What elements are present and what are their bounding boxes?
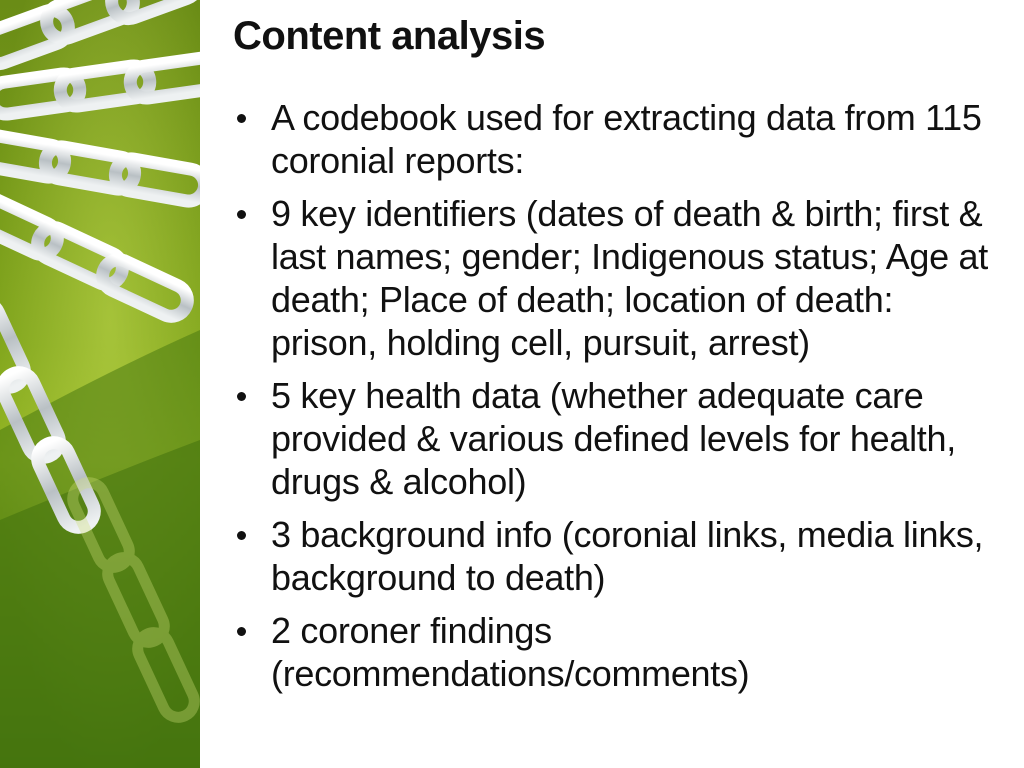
bullet-icon [237, 210, 246, 219]
bullet-text: 5 key health data (whether adequate care provided & various defined levels for health, drugs & alcohol) [271, 375, 956, 502]
bullet-text: 9 key identifiers (dates of death & birth; first & last names; gender; Indigenous status; Age at death; Place of death; location of death: prison, holding cell, pursuit, arrest) [271, 193, 988, 363]
bullet-icon [237, 531, 246, 540]
bullet-item [232, 192, 1002, 364]
bullet-text: 2 coroner findings (recommendations/comments) [271, 610, 750, 694]
bullet-icon [237, 392, 246, 401]
chain-sidebar-image [0, 0, 200, 768]
bullet-text: 3 background info (coronial links, media links, background to death) [271, 514, 984, 598]
bullet-item [232, 513, 1002, 599]
bullet-item [232, 609, 1002, 695]
bullet-icon [237, 627, 246, 636]
bullet-icon [237, 114, 246, 123]
bullet-text: A codebook used for extracting data from 115 coronial reports: [271, 97, 982, 181]
slide-title: Content analysis [233, 14, 546, 58]
bullet-item [232, 374, 1002, 503]
bullet-item [232, 96, 1002, 182]
bullet-list [232, 96, 1002, 705]
